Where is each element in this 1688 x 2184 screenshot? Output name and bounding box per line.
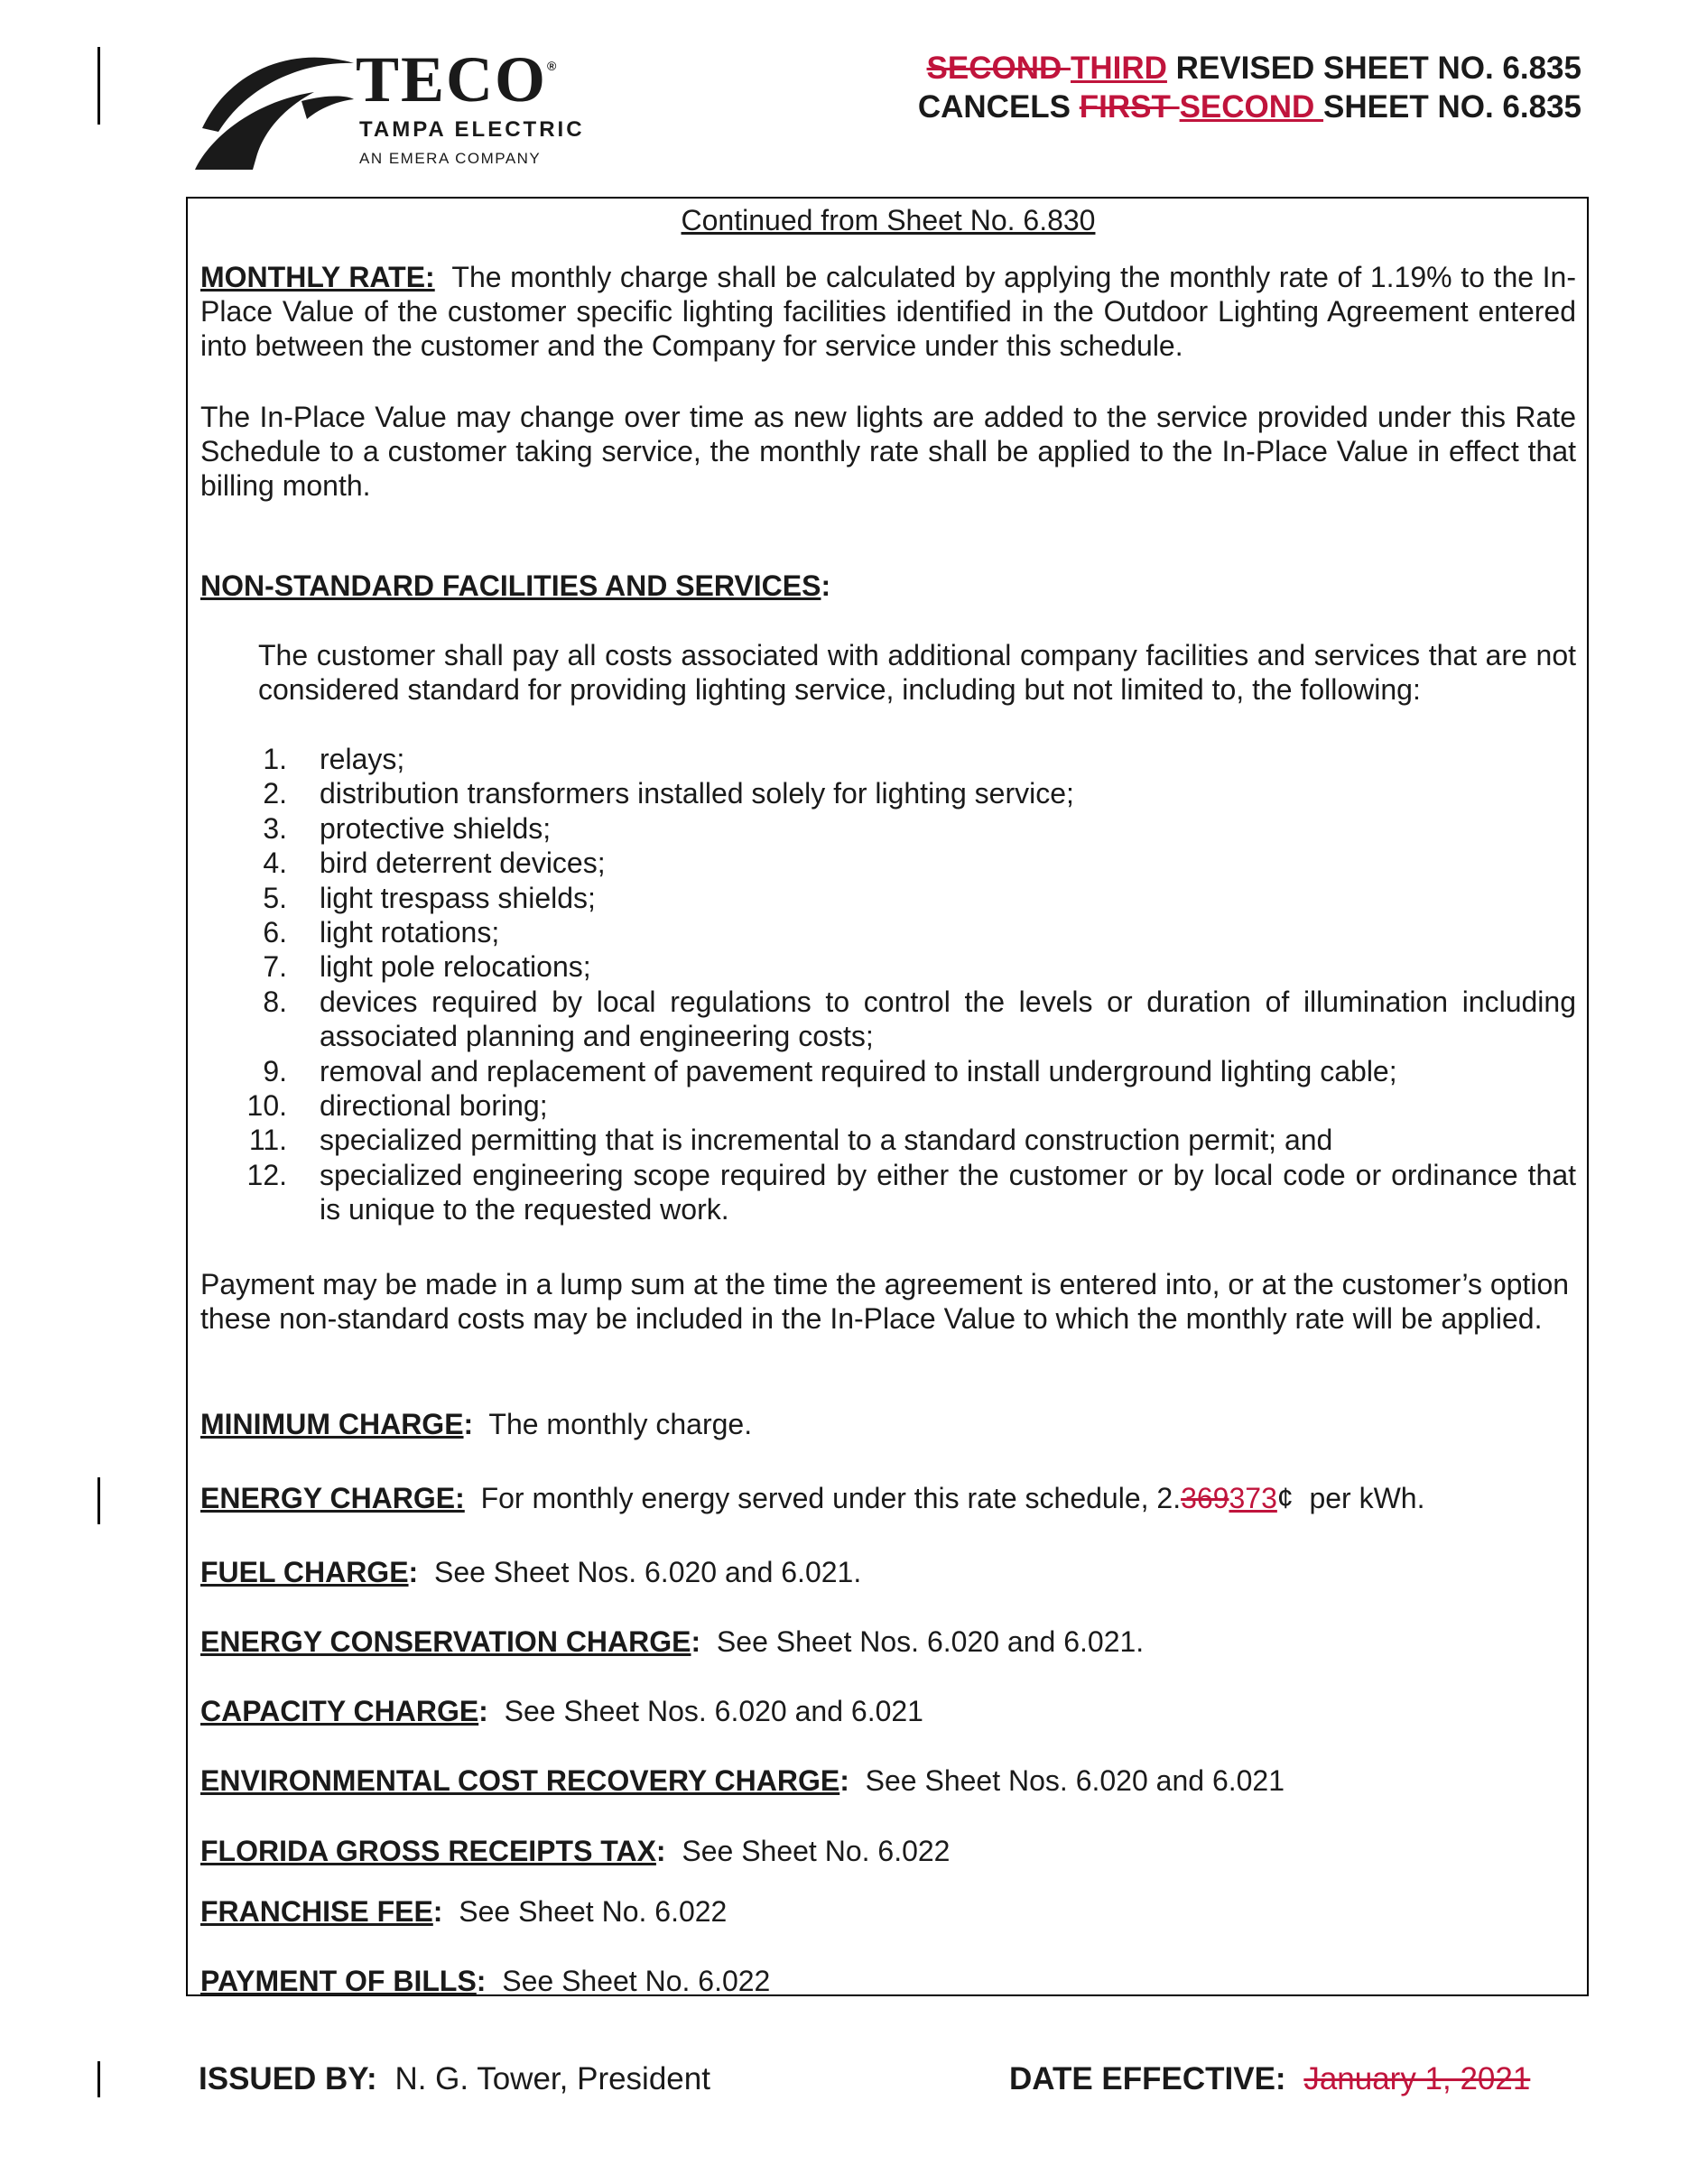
gross-receipts-tax-section: FLORIDA GROSS RECEIPTS TAX: See Sheet No. 6.022 (200, 1835, 951, 1867)
date-effective-label: DATE EFFECTIVE: (1009, 2061, 1286, 2096)
inserted-text: SECOND (1179, 89, 1324, 125)
energy-charge-heading: ENERGY CHARGE: (200, 1482, 465, 1514)
energy-charge-section: ENERGY CHARGE: For monthly energy served under this rate schedule, 2.369373¢ per kWh. (200, 1482, 1425, 1514)
logo-company-name: TAMPA ELECTRIC (359, 117, 585, 142)
list-item: 8. devices required by local regulations to control the levels or duration of illumination including associated planning and engineering costs; (263, 985, 1576, 1053)
list-item: 5. light trespass shields; (263, 881, 596, 914)
list-item: 4. bird deterrent devices; (263, 847, 606, 880)
deleted-text: FIRST (1079, 89, 1180, 125)
trademark-mark: ® (547, 59, 559, 73)
cancels-line (918, 88, 1581, 126)
revision-bar-energy-charge (97, 1477, 100, 1524)
franchise-fee-section: FRANCHISE FEE: See Sheet No. 6.022 (200, 1895, 728, 1928)
logo-brand: TECO® (356, 43, 559, 116)
in-place-value-paragraph: The In-Place Value may change over time as new lights are added to the service provided under this Rate Schedule to a customer taking service, the monthly rate shall be applied to the In-Place Value in effect that billing month. (200, 401, 1576, 502)
date-effective-value: January 1, 2021 (1303, 2061, 1531, 2096)
issued-by-value: N. G. Tower, President (394, 2061, 710, 2096)
date-effective (1009, 2061, 1530, 2097)
list-item: 7. light pole relocations; (263, 950, 591, 984)
environmental-cost-recovery-section: ENVIRONMENTAL COST RECOVERY CHARGE: See Sheet Nos. 6.020 and 6.021 (200, 1764, 1285, 1797)
sheet-number-text: REVISED SHEET NO. 6.835 (1166, 51, 1581, 86)
sheet-number-line (918, 49, 1581, 88)
cancels-sheet-text: SHEET NO. 6.835 (1323, 89, 1581, 125)
revision-bar-header (97, 47, 100, 125)
non-standard-intro: The customer shall pay all costs associated with additional company facilities and services that are not considered standard for providing lighting service, including but not limited to, the following: (258, 639, 1576, 706)
list-item: 10. directional boring; (246, 1089, 548, 1123)
payment-of-bills-section: PAYMENT OF BILLS: See Sheet No. 6.022 (200, 1965, 771, 1997)
fuel-charge-section: FUEL CHARGE: See Sheet Nos. 6.020 and 6.021. (200, 1556, 862, 1588)
logo-tagline: AN EMERA COMPANY (359, 150, 542, 167)
list-item: 1. relays; (263, 743, 405, 775)
list-item: 11. specialized permitting that is incremental to a standard construction permit; and (248, 1124, 1333, 1157)
teco-swoosh-icon (193, 45, 356, 171)
issued-by-label: ISSUED BY: (199, 2061, 377, 2096)
list-item: 12. specialized engineering scope required by either the customer or by local code or ordinance that is unique to the requested work. (246, 1158, 1576, 1226)
payment-paragraph: Payment may be made in a lump sum at the time the agreement is entered into, or at the customer’s option these non-standard costs may be included in the In-Place Value to which the monthly rate will be applied. (200, 1268, 1570, 1335)
continued-note: Continued from Sheet No. 6.830 (681, 204, 1096, 236)
deleted-text: SECOND (926, 51, 1071, 86)
list-item: 3. protective shields; (263, 811, 552, 845)
monthly-rate-section (200, 260, 1584, 363)
capacity-charge-section: CAPACITY CHARGE: See Sheet Nos. 6.020 and 6.021 (200, 1695, 923, 1727)
inserted-text: THIRD (1071, 51, 1167, 86)
monthly-rate-heading: MONTHLY RATE: (200, 261, 435, 293)
tariff-content-box (186, 197, 1589, 1996)
teco-logo (193, 45, 663, 171)
sheet-header (918, 49, 1581, 126)
inserted-text: 373 (1229, 1482, 1277, 1514)
list-item: 2. distribution transformers installed solely for lighting service; (263, 777, 1074, 810)
deleted-text: 369 (1181, 1482, 1229, 1514)
revision-bar-footer (97, 2061, 100, 2097)
energy-conservation-charge-section: ENERGY CONSERVATION CHARGE: See Sheet Nos. 6.020 and 6.021. (200, 1625, 1145, 1658)
monthly-rate-text: The monthly charge shall be calculated by applying the monthly rate of 1.19% to the In-Place Value of the customer specific lighting facilities identified in the Outdoor Lighting Agreement entered into between the customer and the Company for service under this schedule. (200, 261, 1584, 362)
cancels-prefix: CANCELS (917, 89, 1080, 125)
issued-by (199, 2061, 710, 2097)
minimum-charge-section: MINIMUM CHARGE: The monthly charge. (200, 1408, 753, 1440)
list-item: 6. light rotations; (263, 916, 500, 949)
non-standard-list (229, 742, 1576, 1227)
non-standard-heading: NON-STANDARD FACILITIES AND SERVICES: (200, 569, 831, 602)
list-item: 9. removal and replacement of pavement required to install underground lighting cable; (263, 1054, 1397, 1087)
